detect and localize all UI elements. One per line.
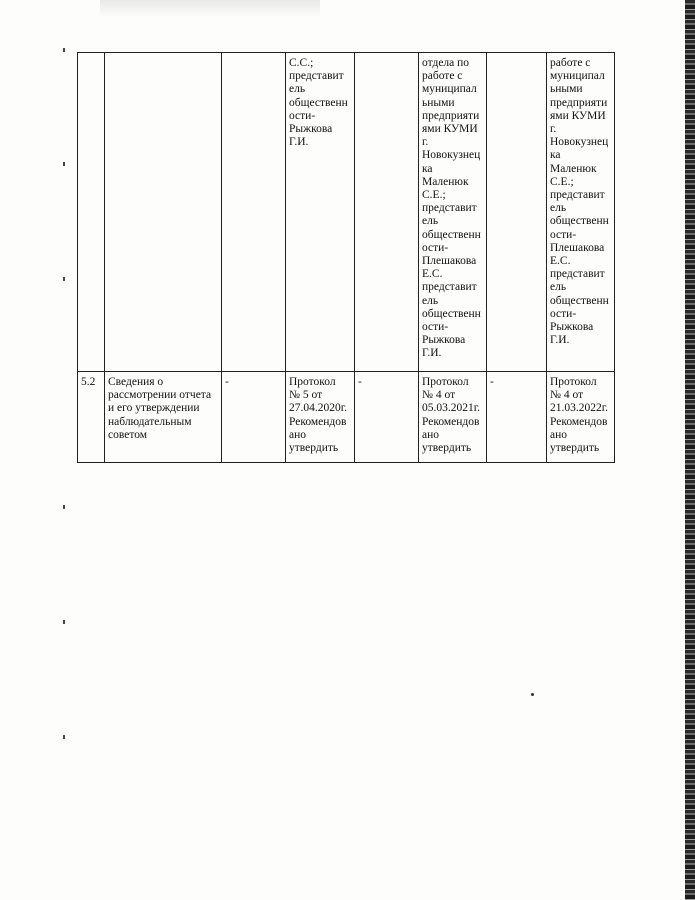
cell-title bbox=[105, 53, 222, 372]
cell-col4: Протокол № 5 от 27.04.2020г. Рекомендов ано утвердить bbox=[286, 372, 355, 463]
cell-col3 bbox=[222, 53, 286, 372]
cell-col5: - bbox=[355, 372, 419, 463]
binder-mark bbox=[63, 277, 65, 281]
cell-col6: Протокол № 4 от 05.03.2021г. Рекомендов ано утвердить bbox=[419, 372, 487, 463]
cell-col8: работе с муниципал ьными предприяти ями КУМИ г. Новокузнец ка Маленюк С.Е.; представит ель общественн ости- Плешакова Е.С. представит ель общественн ости- Рыжкова Г.И. bbox=[547, 53, 615, 372]
binder-mark bbox=[63, 48, 65, 52]
cell-col6: отдела по работе с муниципал ьными предприяти ями КУМИ г. Новокузнец ка Маленюк С.Е.; представит ель общественн ости- Плешакова Е.С. представит ель общественн ости- Рыжкова Г.И. bbox=[419, 53, 487, 372]
cell-number: 5.2 bbox=[78, 372, 105, 463]
cell-col7: - bbox=[487, 372, 547, 463]
cell-col8: Протокол № 4 от 21.03.2022г. Рекомендов ано утвердить bbox=[547, 372, 615, 463]
cell-number bbox=[78, 53, 105, 372]
scan-speck bbox=[531, 693, 534, 696]
binder-mark bbox=[63, 505, 65, 509]
cell-col4: С.С.; представит ель общественн ости- Рыжкова Г.И. bbox=[286, 53, 355, 372]
cell-col3: - bbox=[222, 372, 286, 463]
binder-mark bbox=[63, 620, 65, 624]
binder-mark bbox=[63, 735, 65, 739]
table-row-5-2 bbox=[78, 372, 615, 463]
cell-col7 bbox=[487, 53, 547, 372]
scan-shadow-top bbox=[100, 0, 320, 18]
scan-edge-right bbox=[685, 0, 695, 900]
report-table bbox=[77, 52, 615, 463]
cell-title: Сведения о рассмотрении отчета и его утверждении наблюдательным советом bbox=[105, 372, 222, 463]
cell-col5 bbox=[355, 53, 419, 372]
table-row-continuation bbox=[78, 53, 615, 372]
binder-mark bbox=[63, 162, 65, 166]
